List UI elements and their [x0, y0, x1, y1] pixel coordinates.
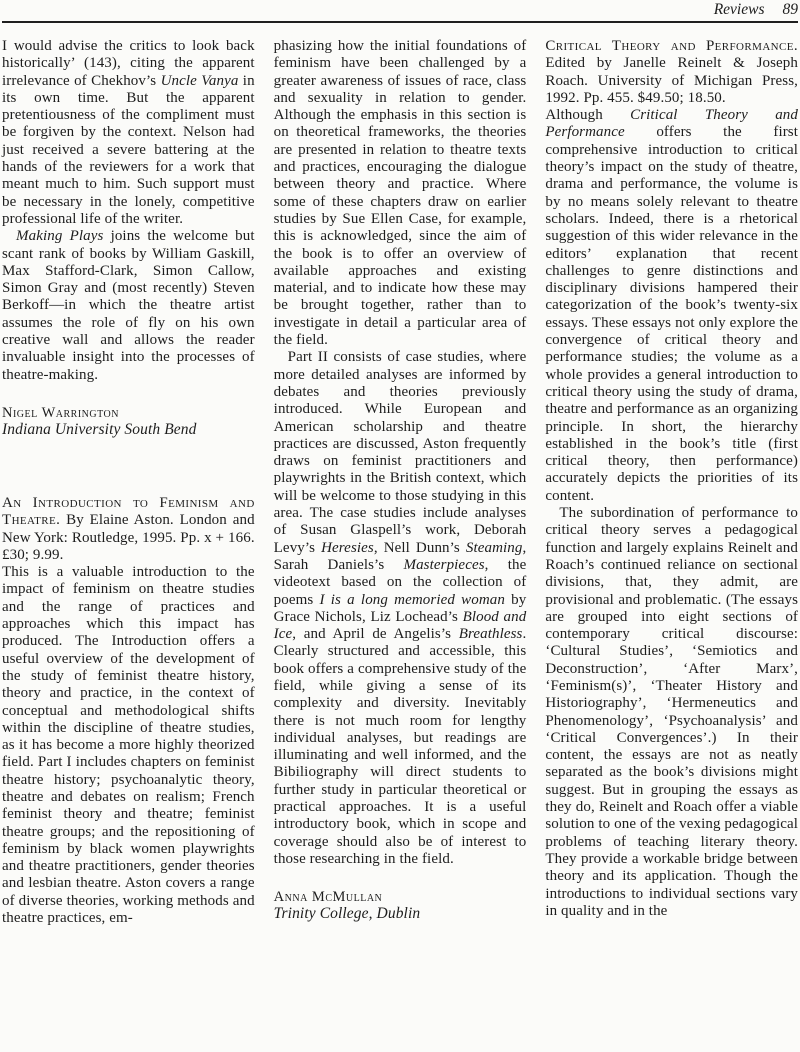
italic-title-run: I is a long memoried woman — [319, 591, 505, 608]
text-run: , Sarah Daniels’s — [273, 539, 527, 573]
text-run: Part II consists of case studies, where more detailed analyses are informed by debates and theories previously introduced. While European and American scholarship and theatre practices are discussed, Aston frequently draws on feminist practitioners and playwrights in the British context, which will be welcome to those studying in this area. The case studies include analyses of Susan Glaspell’s work, Deborah Levy’s — [273, 349, 527, 556]
section-title: Reviews — [713, 1, 765, 18]
text-run: By Elaine Aston. London and New York: Routledge, 1995. Pp. x + 166. £30; 9.99. — [2, 512, 255, 563]
italic-title-run: Heresies — [321, 539, 374, 556]
text-run: offers the first comprehensive introduction to critical theory’s impact on the study of theatre, drama and performance, the volume is by no means solely relevant to theatre scholars. Indeed, there is a rhetorical suggestion of this wider relevance in the editors’ explanation that recent challenges to genre distinctions and disciplinary divisions hampered their categorization of the book’s twenty-six essays. These essays not only explore the convergence of critical theory and performance studies; the volume as a whole provides a general introduction to critical theory using the study of drama, theatre and performance as an organizing principle. In short, the hierarchy established in the book’s title (first critical theory, then performance) accurately depicts the priorities of its content. — [545, 124, 799, 504]
text-run: Edited by Janelle Reinelt & Joseph Roach. University of Michigan Press, 1992. Pp. 455. $49.50; 18.50. — [545, 55, 799, 106]
page-number: 89 — [782, 1, 798, 18]
column-2 — [274, 38, 527, 927]
reviewer-affiliation: Trinity College, Dublin — [273, 905, 421, 923]
book-citation-heading — [2, 495, 255, 564]
column-1 — [2, 38, 255, 927]
review-paragraph — [545, 107, 798, 505]
italic-title-run: Breathless — [458, 626, 523, 643]
italic-title-run: Making Plays — [16, 228, 104, 245]
book-citation-heading — [545, 38, 798, 107]
text-run: I would advise the critics to look back historically’ (143), citing the apparent irrelevance of Chekhov’s — [2, 38, 255, 89]
review-paragraph — [2, 228, 255, 384]
text-run: This is a valuable introduction to the impact of feminism on theatre studies and the range of practices and approaches which this impact has produced. The Introduction offers a useful overview of the development of the study of feminist theatre history, theory and practice, in the context of conceptual and methodological shifts within the discipline of theatre studies, as it has become a more highly theorized field. Part I includes chapters on feminist theatre history; psychoanalytic theory, theatre and debates on realism; French feminist theory and theatre; feminist theatre groups; and the repositioning of feminism by black women playwrights and theatre practitioners, gender theories and lesbian theatre. Aston covers a range of diverse theories, working methods and theatre practices, em- — [2, 564, 255, 927]
italic-title-run: Blood and Ice — [273, 608, 527, 643]
header-rule — [2, 21, 798, 23]
italic-title-run: Steaming — [465, 539, 523, 556]
smallcaps-title-run: An Introduction to Feminism and Theatre. — [2, 494, 255, 529]
reviewer-name: Nigel Warrington — [2, 404, 119, 421]
text-run: . Clearly structured and accessible, this book offers a comprehensive study of the field, while giving a sense of its complexity and diversity. Inevitably there is not much room for lengthy individual analyses, but readings are illuminating and well informed, and the Bibiliography will direct students to further study in particular theoretical or practical approaches. It is a useful introductory book, which in scope and coverage should also be of interest to those researching in the field. — [273, 626, 527, 867]
reviewer-signature — [2, 405, 255, 439]
text-run: , Nell Dunn’s — [373, 539, 466, 556]
review-paragraph — [2, 564, 255, 927]
text-run: The subordination of performance to critical theory serves a pedagogical function and largely explains Reinelt and Roach’s continued reliance on sectional divisions, that, they admit, are provisional and problematic. (The essays are grouped into eight sections of contemporary critical discourse: ‘Cultural Studies’, ‘Semiotics and Deconstruction’, ‘After Marx’, ‘Feminism(s)’, ‘Theater History and Historiography’, ‘Hermeneutics and Phenomenology’, ‘Psychoanalysis’ and ‘Critical Convergences’.) In their content, the essays are not as neatly separated as the book’s divisions might suggest. But in grouping the essays as they do, Reinelt and Roach offer a viable solution to one of the vexing pedagogical problems of teaching literary theory. They provide a workable bridge between theory and its application. Though the introductions to individual sections vary in quality and in the — [545, 505, 799, 919]
text-run: joins the welcome but scant rank of books by William Gaskill, Max Stafford-Clark, Simon Callow, Simon Gray and (most recently) Steven Berkoff—in which the theatre artist assumes the role of fly on his own creative wall and allows the reader invaluable insight into the processes of theatre-making. — [2, 228, 255, 383]
text-run: by Grace Nichols, Liz Lochead’s — [273, 591, 527, 625]
reviewer-name: Anna McMullan — [273, 889, 383, 906]
review-paragraph — [274, 38, 527, 349]
text-run: , and April de Angelis’s — [292, 626, 459, 643]
review-paragraph — [274, 349, 527, 868]
text-columns — [2, 38, 798, 927]
text-run: , the videotext based on the collection of poems — [273, 556, 527, 608]
text-run: Although — [545, 107, 631, 124]
review-paragraph — [2, 38, 255, 228]
review-paragraph — [545, 505, 798, 920]
text-run: phasizing how the initial foundations of feminism have been challenged by a greater awareness of issues of race, class and sexuality in relation to gender. Although the emphasis in this section is on theoretical frameworks, the theories are presented in relation to theatre texts and practices, encouraging the dialogue between theory and practice. Where some of these chapters draw on earlier studies by Sue Ellen Case, for example, this is acknowledged, since the aim of the book is to offer an overview of available approaches and existing material, and to indicate how these may be brought together, rather than to investigate in detail a particular area of the field. — [273, 38, 527, 349]
reviewer-affiliation: Indiana University South Bend — [2, 420, 197, 438]
running-head — [2, 0, 798, 18]
italic-title-run: Masterpieces — [403, 556, 485, 573]
reviewer-signature — [274, 889, 527, 923]
text-run: in its own time. But the apparent pretentiousness of the compliment must be forgiven by the context. Nelson had just received a severe battering at the hands of the reviewers for a work that meant much to him. Such support must be necessary in the lonely, competitive professional life of the writer. — [2, 72, 255, 227]
smallcaps-title-run: Critical Theory and Performance. — [545, 38, 799, 54]
italic-title-run: Uncle Vanya — [160, 72, 239, 89]
italic-title-run: Critical Theory and Performance — [545, 107, 799, 141]
column-3 — [545, 38, 798, 927]
